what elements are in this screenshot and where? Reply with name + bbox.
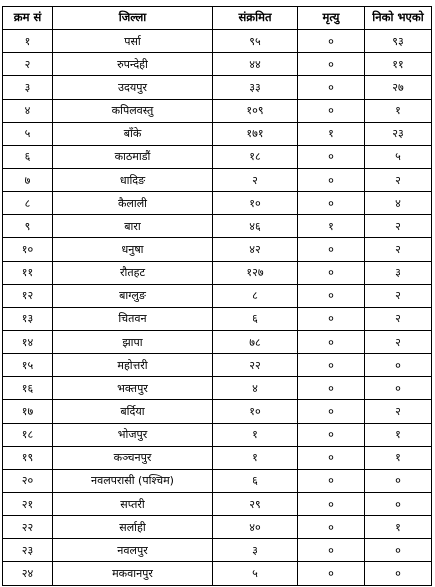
deaths-cell: ० <box>298 53 365 76</box>
deaths-cell: ० <box>298 192 365 215</box>
table-row <box>3 562 432 585</box>
deaths-cell: १ <box>298 122 365 145</box>
serial-number-cell: १८ <box>3 423 53 446</box>
serial-number-cell: ४ <box>3 99 53 122</box>
table-row <box>3 238 432 261</box>
recovered-cell: ४ <box>365 192 432 215</box>
recovered-cell: १ <box>365 423 432 446</box>
table-row <box>3 446 432 469</box>
infected-cell: १ <box>213 423 298 446</box>
district-cell: रुपन्देही <box>53 53 213 76</box>
infected-cell: ४० <box>213 516 298 539</box>
serial-number-cell: ८ <box>3 192 53 215</box>
district-cell: काठमाडौं <box>53 145 213 168</box>
table-row <box>3 215 432 238</box>
table-row <box>3 99 432 122</box>
deaths-cell: ० <box>298 30 365 53</box>
serial-number-cell: ९ <box>3 215 53 238</box>
infected-cell: ४४ <box>213 53 298 76</box>
recovered-cell: ० <box>365 354 432 377</box>
serial-number-cell: १९ <box>3 446 53 469</box>
recovered-cell: २ <box>365 215 432 238</box>
deaths-cell: ० <box>298 261 365 284</box>
deaths-cell: ० <box>298 446 365 469</box>
serial-number-cell: १० <box>3 238 53 261</box>
deaths-cell: ० <box>298 377 365 400</box>
table-row <box>3 330 432 353</box>
district-cell: भक्तपुर <box>53 377 213 400</box>
header-deaths: मृत्यु <box>298 7 365 30</box>
district-cell: चितवन <box>53 307 213 330</box>
infected-cell: ४ <box>213 377 298 400</box>
serial-number-cell: ६ <box>3 145 53 168</box>
district-cell: बाँके <box>53 122 213 145</box>
table-row <box>3 261 432 284</box>
deaths-cell: ० <box>298 539 365 562</box>
recovered-cell: २ <box>365 330 432 353</box>
district-cell: बर्दिया <box>53 400 213 423</box>
deaths-cell: ० <box>298 354 365 377</box>
table-row <box>3 168 432 191</box>
serial-number-cell: २० <box>3 469 53 492</box>
serial-number-cell: १६ <box>3 377 53 400</box>
infected-cell: २२ <box>213 354 298 377</box>
infected-cell: ८ <box>213 284 298 307</box>
infected-cell: १ <box>213 446 298 469</box>
table-row <box>3 30 432 53</box>
infected-cell: २९ <box>213 492 298 515</box>
table-header <box>3 7 432 30</box>
recovered-cell: ३ <box>365 261 432 284</box>
serial-number-cell: २ <box>3 53 53 76</box>
infected-cell: ३ <box>213 539 298 562</box>
district-cell: भोजपुर <box>53 423 213 446</box>
header-row <box>3 7 432 30</box>
recovered-cell: २ <box>365 400 432 423</box>
infected-cell: ९५ <box>213 30 298 53</box>
table-row <box>3 53 432 76</box>
infected-cell: १८ <box>213 145 298 168</box>
header-recovered: निको भएको <box>365 7 432 30</box>
serial-number-cell: १२ <box>3 284 53 307</box>
recovered-cell: १ <box>365 99 432 122</box>
deaths-cell: ० <box>298 238 365 261</box>
table-row <box>3 423 432 446</box>
district-cell: उदयपुर <box>53 76 213 99</box>
deaths-cell: ० <box>298 76 365 99</box>
infected-cell: ५ <box>213 562 298 585</box>
infected-cell: १० <box>213 192 298 215</box>
infected-cell: १०९ <box>213 99 298 122</box>
infected-cell: २ <box>213 168 298 191</box>
recovered-cell: १ <box>365 516 432 539</box>
table-row <box>3 76 432 99</box>
district-cell: नवलपुर <box>53 539 213 562</box>
recovered-cell: ० <box>365 469 432 492</box>
serial-number-cell: २१ <box>3 492 53 515</box>
recovered-cell: २ <box>365 284 432 307</box>
table-row <box>3 354 432 377</box>
serial-number-cell: १४ <box>3 330 53 353</box>
deaths-cell: ० <box>298 168 365 191</box>
district-cell: कैलाली <box>53 192 213 215</box>
recovered-cell: ० <box>365 562 432 585</box>
deaths-cell: ० <box>298 516 365 539</box>
recovered-cell: १ <box>365 446 432 469</box>
table-row <box>3 516 432 539</box>
district-cell: रौतहट <box>53 261 213 284</box>
recovered-cell: ० <box>365 492 432 515</box>
table-row <box>3 539 432 562</box>
deaths-cell: १ <box>298 215 365 238</box>
infected-cell: १७१ <box>213 122 298 145</box>
district-cell: सर्लाही <box>53 516 213 539</box>
infected-cell: ३३ <box>213 76 298 99</box>
recovered-cell: २७ <box>365 76 432 99</box>
district-cell: महोत्तरी <box>53 354 213 377</box>
table-row <box>3 192 432 215</box>
deaths-cell: ० <box>298 562 365 585</box>
district-cell: कपिलवस्तु <box>53 99 213 122</box>
recovered-cell: ० <box>365 377 432 400</box>
table-row <box>3 492 432 515</box>
infected-cell: १० <box>213 400 298 423</box>
district-cell: पर्सा <box>53 30 213 53</box>
serial-number-cell: १५ <box>3 354 53 377</box>
recovered-cell: २३ <box>365 122 432 145</box>
header-serial-number: क्रम सं <box>3 7 53 30</box>
serial-number-cell: १७ <box>3 400 53 423</box>
district-cell: नवलपरासी (पश्चिम) <box>53 469 213 492</box>
recovered-cell: ११ <box>365 53 432 76</box>
infected-cell: १२७ <box>213 261 298 284</box>
serial-number-cell: २३ <box>3 539 53 562</box>
recovered-cell: २ <box>365 307 432 330</box>
deaths-cell: ० <box>298 307 365 330</box>
infected-cell: ६ <box>213 307 298 330</box>
infected-cell: ४२ <box>213 238 298 261</box>
deaths-cell: ० <box>298 400 365 423</box>
deaths-cell: ० <box>298 423 365 446</box>
table-row <box>3 377 432 400</box>
table-row <box>3 122 432 145</box>
district-cell: मकवानपुर <box>53 562 213 585</box>
table-body <box>3 30 432 585</box>
recovered-cell: ९३ <box>365 30 432 53</box>
serial-number-cell: १ <box>3 30 53 53</box>
table-row <box>3 307 432 330</box>
district-cell: बाग्लुङ <box>53 284 213 307</box>
deaths-cell: ० <box>298 99 365 122</box>
serial-number-cell: ११ <box>3 261 53 284</box>
serial-number-cell: ७ <box>3 168 53 191</box>
table-row <box>3 400 432 423</box>
district-cell: कञ्चनपुर <box>53 446 213 469</box>
recovered-cell: २ <box>365 238 432 261</box>
serial-number-cell: २४ <box>3 562 53 585</box>
district-cell: बारा <box>53 215 213 238</box>
recovered-cell: २ <box>365 168 432 191</box>
header-district: जिल्ला <box>53 7 213 30</box>
table-row <box>3 145 432 168</box>
deaths-cell: ० <box>298 469 365 492</box>
table-row <box>3 284 432 307</box>
serial-number-cell: ३ <box>3 76 53 99</box>
deaths-cell: ० <box>298 492 365 515</box>
district-cell: सप्तरी <box>53 492 213 515</box>
serial-number-cell: १३ <box>3 307 53 330</box>
infected-cell: ४६ <box>213 215 298 238</box>
recovered-cell: ५ <box>365 145 432 168</box>
district-cell: धनुषा <box>53 238 213 261</box>
district-covid-table <box>2 6 432 586</box>
header-infected: संक्रमित <box>213 7 298 30</box>
serial-number-cell: २२ <box>3 516 53 539</box>
recovered-cell: ० <box>365 539 432 562</box>
deaths-cell: ० <box>298 284 365 307</box>
district-cell: धादिङ <box>53 168 213 191</box>
deaths-cell: ० <box>298 330 365 353</box>
serial-number-cell: ५ <box>3 122 53 145</box>
infected-cell: ७८ <box>213 330 298 353</box>
deaths-cell: ० <box>298 145 365 168</box>
district-cell: झापा <box>53 330 213 353</box>
table-row <box>3 469 432 492</box>
infected-cell: ६ <box>213 469 298 492</box>
